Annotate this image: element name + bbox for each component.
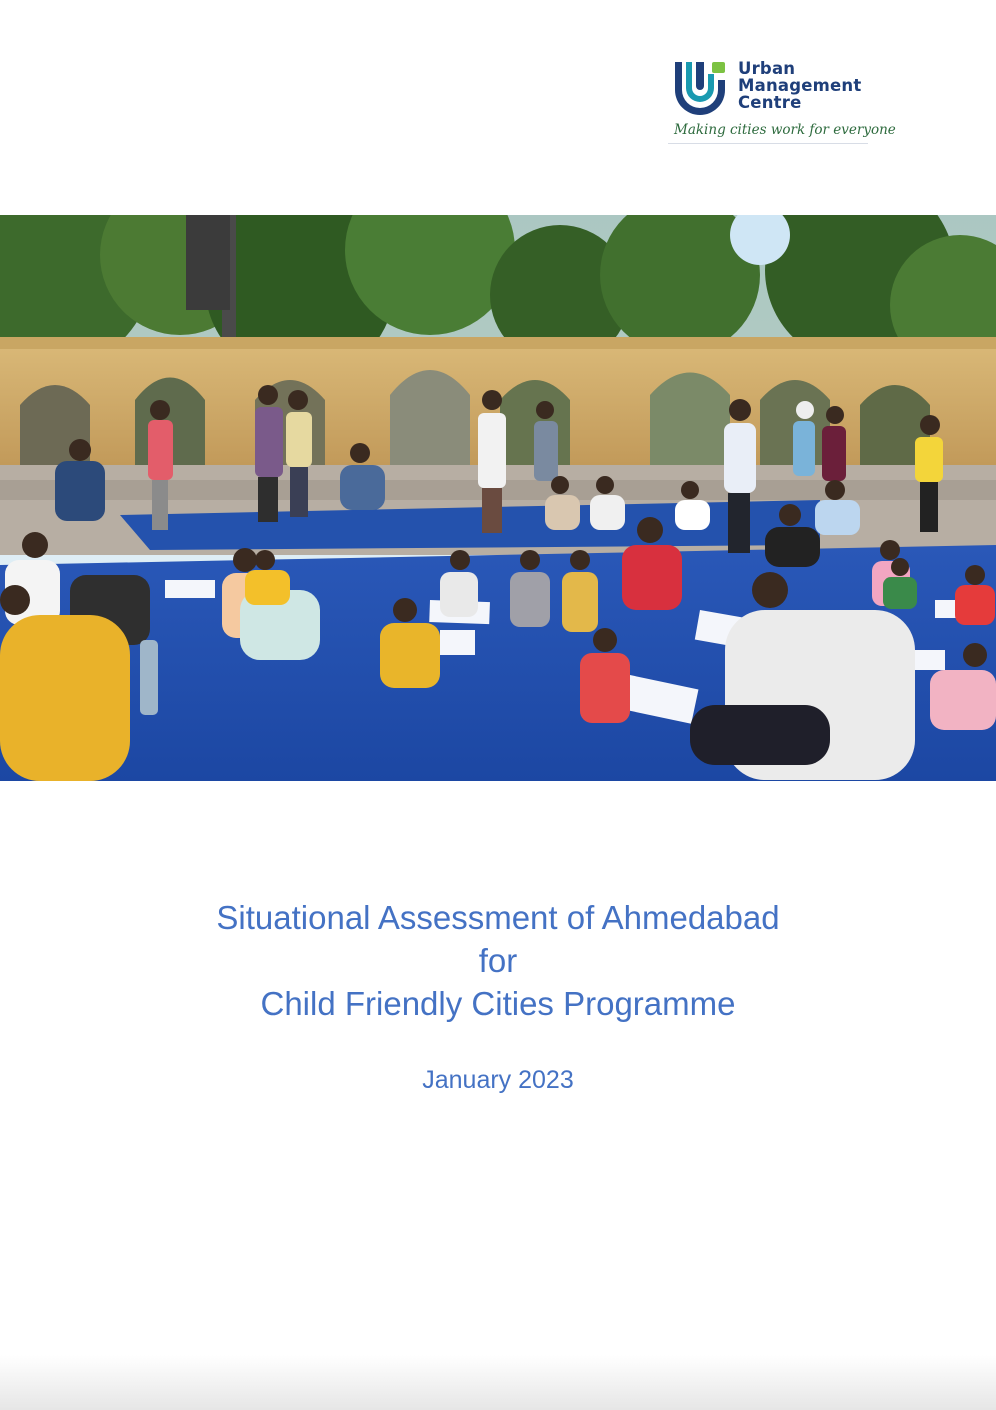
sign-board xyxy=(186,215,230,310)
document-title xyxy=(0,896,996,1025)
logo-tagline: Making cities work for everyone xyxy=(674,122,896,138)
page-bottom-shadow xyxy=(0,1355,996,1410)
cover-photo xyxy=(0,215,996,781)
logo-wordmark xyxy=(738,60,861,111)
organization-logo xyxy=(668,58,896,146)
title-line-1: Situational Assessment of Ahmedabad xyxy=(216,899,780,936)
title-line-3: Child Friendly Cities Programme xyxy=(260,985,736,1022)
logo-name-line-1: Urban xyxy=(738,59,796,78)
logo-name-line-3: Centre xyxy=(738,93,802,112)
title-line-2: for xyxy=(478,942,518,979)
logo-divider xyxy=(668,143,868,144)
document-date: January 2023 xyxy=(422,1066,574,1094)
umc-logo-icon xyxy=(674,60,726,116)
logo-name-line-2: Management xyxy=(738,76,862,95)
